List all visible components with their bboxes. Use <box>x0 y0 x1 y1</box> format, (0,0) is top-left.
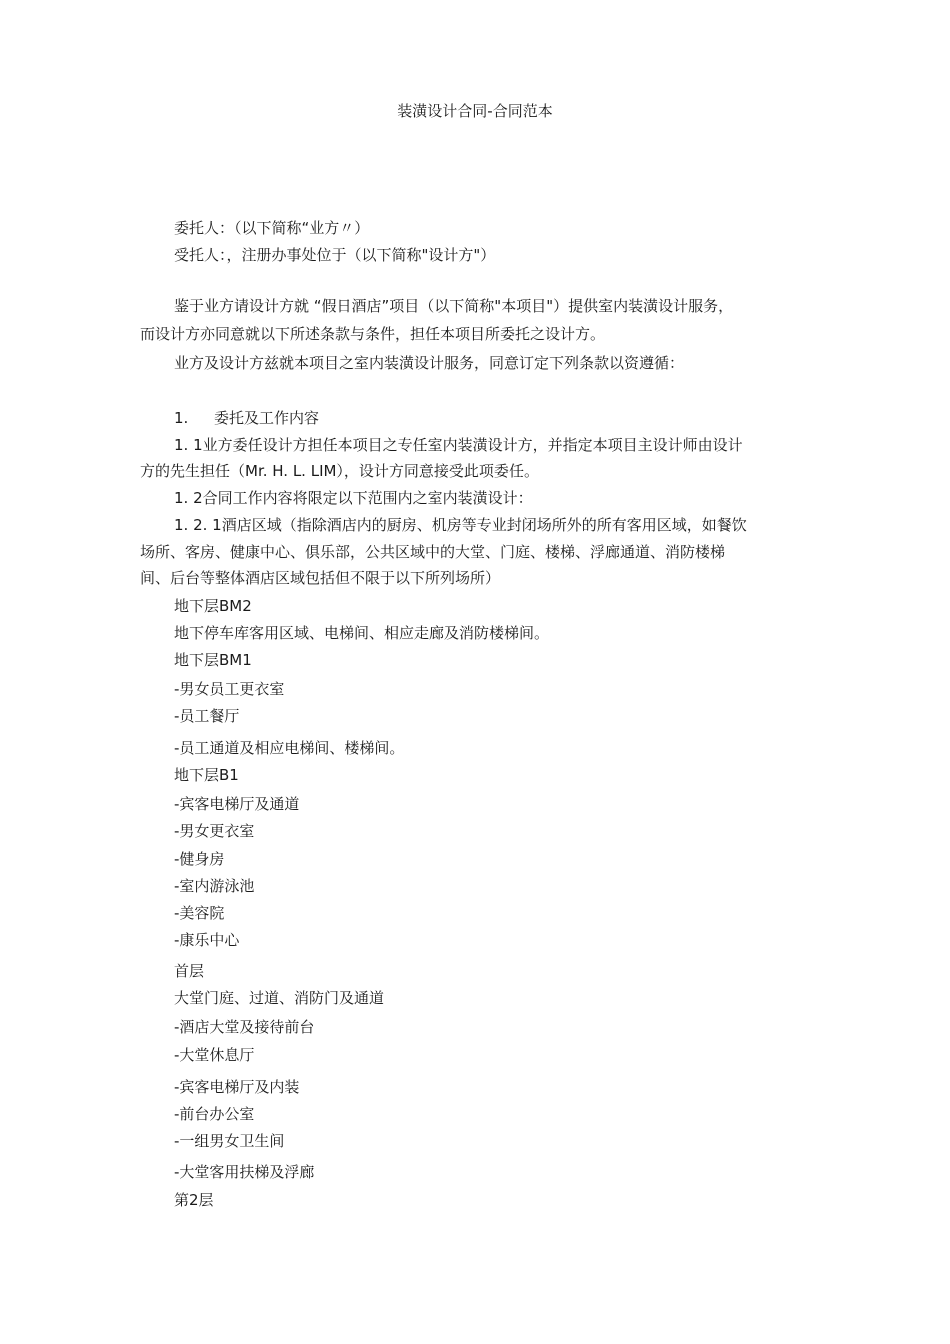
floor-heading: 第2层 <box>174 1191 214 1209</box>
floor-heading: 地下层B1 <box>174 766 239 784</box>
text-line: 委托人：（以下简称“业方〃） <box>174 219 370 237</box>
text-line: 方的先生担任（Mr. H. L. LIM），设计方同意接受此项委任。 <box>140 462 539 480</box>
list-item: -前台办公室 <box>174 1105 255 1123</box>
text-line: 鉴于业方请设计方就 “假日酒店”项目（以下简称"本项目"）提供室内装潢设计服务， <box>174 297 734 315</box>
list-item: -男女员工更衣室 <box>174 680 285 698</box>
text-line: 而设计方亦同意就以下所述条款与条件，担任本项目所委托之设计方。 <box>140 325 606 343</box>
list-item: -大堂客用扶梯及浮廊 <box>174 1163 315 1181</box>
list-item: -健身房 <box>174 850 225 868</box>
text-line: 1. 2合同工作内容将限定以下范围内之室内装潢设计： <box>174 489 533 507</box>
list-item: -一组男女卫生间 <box>174 1132 285 1150</box>
floor-heading: 地下层BM2 <box>174 597 252 615</box>
section-number: 1. <box>174 409 189 427</box>
text-line: 场所、客房、健康中心、俱乐部，公共区域中的大堂、门庭、楼梯、浮廊通道、消防楼梯 <box>140 543 726 561</box>
list-item: -酒店大堂及接待前台 <box>174 1018 315 1036</box>
text-line: 大堂门庭、过道、消防门及通道 <box>174 989 385 1007</box>
list-item: -康乐中心 <box>174 931 240 949</box>
list-item: -室内游泳池 <box>174 877 255 895</box>
list-item: -宾客电梯厅及通道 <box>174 795 300 813</box>
list-item: -宾客电梯厅及内装 <box>174 1078 300 1096</box>
text-line: 1. 2. 1酒店区域（指除酒店内的厨房、机房等专业封闭场所外的所有客用区域，如餐饮 <box>174 516 747 534</box>
text-line: 受托人：，注册办事处位于（以下简称"设计方"） <box>174 246 496 264</box>
text-line: 业方及设计方兹就本项目之室内装潢设计服务，同意订定下列条款以资遵循： <box>174 354 685 372</box>
text-line: 间、后台等整体酒店区域包括但不限于以下所列场所） <box>140 569 501 587</box>
floor-heading: 首层 <box>174 962 205 980</box>
document-title: 装潢设计合同-合同范本 <box>397 102 553 120</box>
list-item: -男女更衣室 <box>174 822 255 840</box>
list-item: -员工通道及相应电梯间、楼梯间。 <box>174 739 405 757</box>
text-line: 地下停车库客用区域、电梯间、相应走廊及消防楼梯间。 <box>174 624 550 642</box>
text-line: 1. 1业方委任设计方担任本项目之专任室内装潢设计方，并指定本项目主设计师由设计 <box>174 436 743 454</box>
floor-heading: 地下层BM1 <box>174 651 252 669</box>
list-item: -大堂休息厅 <box>174 1046 255 1064</box>
list-item: -员工餐厅 <box>174 707 240 725</box>
section-heading: 委托及工作内容 <box>214 409 320 427</box>
list-item: -美容院 <box>174 904 225 922</box>
